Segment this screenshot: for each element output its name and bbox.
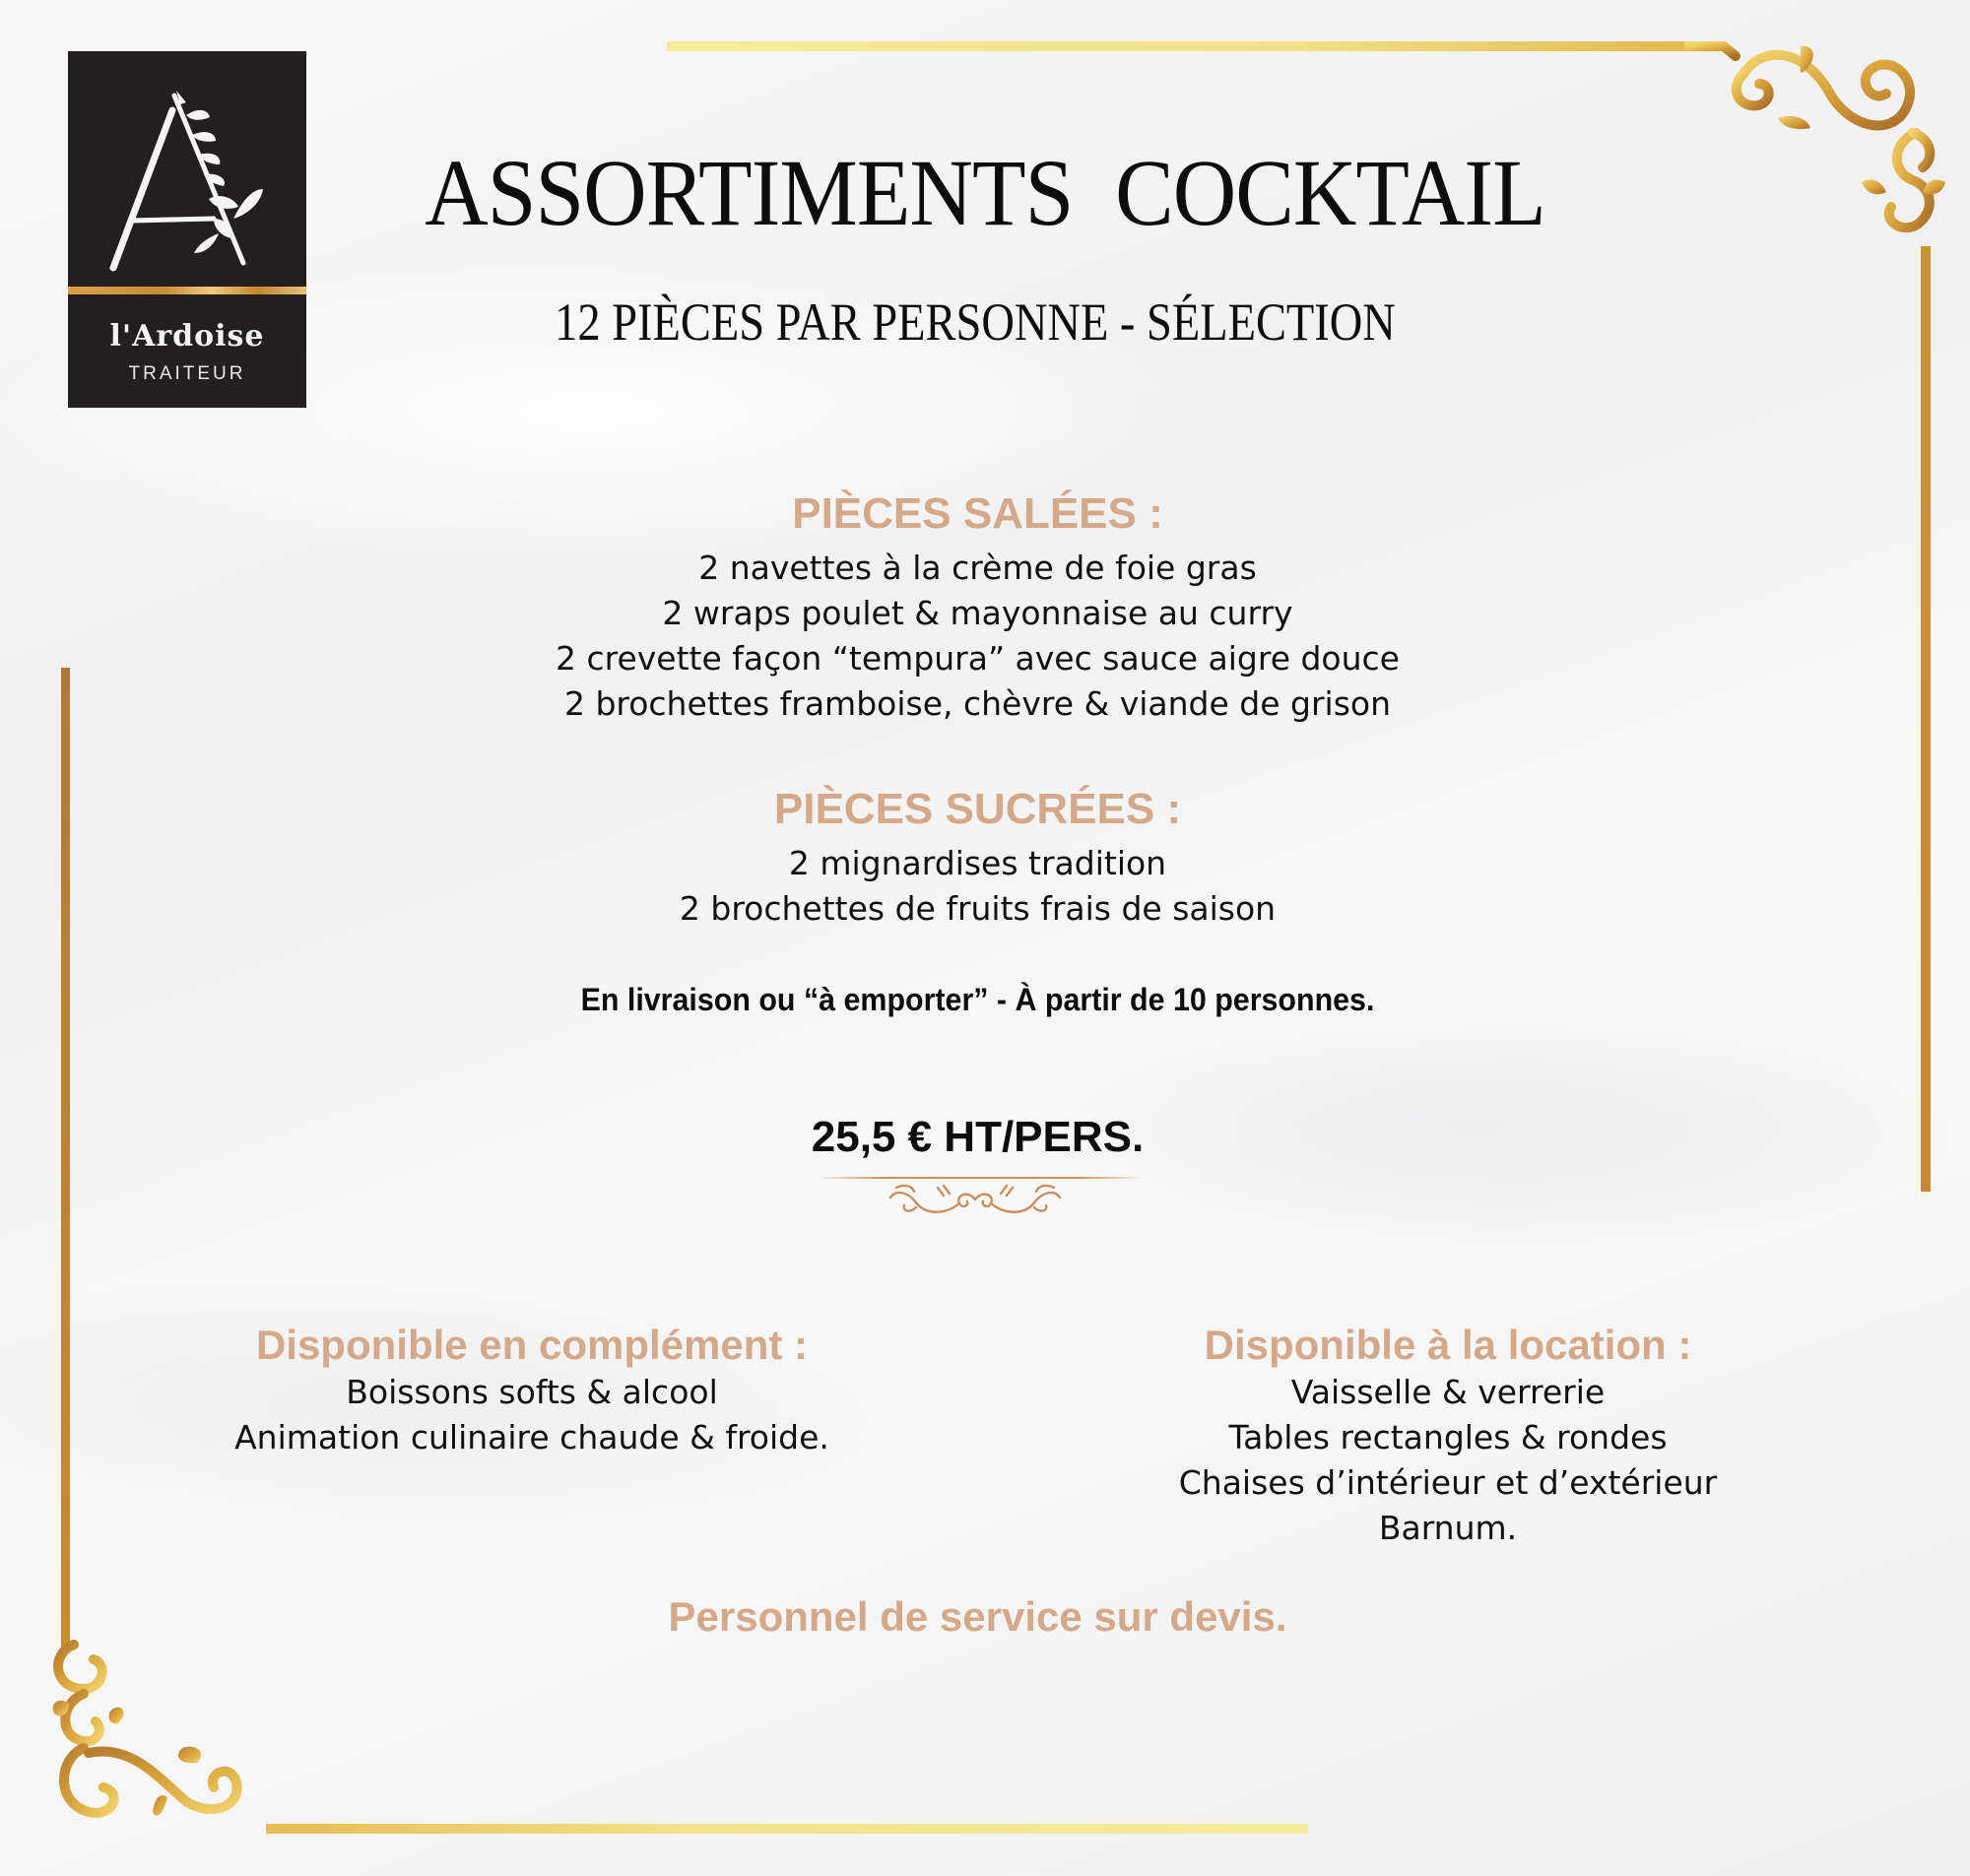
section-heading: Disponible en complément : <box>255 1322 809 1368</box>
menu-item: 2 navettes à la crème de foie gras <box>698 549 1257 587</box>
section-complement <box>197 1322 867 1460</box>
section-pieces-sucrees <box>0 785 1955 932</box>
section-heading: PIÈCES SUCRÉES : <box>773 785 1182 833</box>
brand-name: l'Ardoise <box>109 319 265 354</box>
menu-item: 2 wraps poulet & mayonnaise au curry <box>662 594 1293 632</box>
list-item: Boissons softs & alcool <box>346 1373 718 1411</box>
menu-item: 2 brochettes framboise, chèvre & viande de grison <box>563 684 1392 723</box>
list-item: Vaisselle & verrerie <box>1290 1373 1606 1411</box>
scroll-divider-icon <box>877 1180 1074 1219</box>
frame-line-bottom <box>266 1824 1308 1834</box>
brand-subtitle: TRAITEUR <box>128 363 246 384</box>
page-title: ASSORTIMENTS COCKTAIL <box>425 140 1545 245</box>
logo-gold-band <box>68 287 306 294</box>
frame-line-top <box>667 41 1711 51</box>
page-subtitle: 12 PIÈCES PAR PERSONNE - SÉLECTION <box>555 292 1396 352</box>
list-item: Tables rectangles & rondes <box>1228 1418 1668 1456</box>
menu-item: 2 crevette façon “tempura” avec sauce aigre douce <box>555 639 1400 678</box>
list-item: Animation culinaire chaude & froide. <box>234 1418 829 1456</box>
delivery-note: En livraison ou “à emporter” - À partir de 10 personnes. <box>580 982 1375 1017</box>
section-heading: PIÈCES SALÉES : <box>792 489 1163 538</box>
section-location <box>1152 1322 1743 1551</box>
price-rule <box>818 1177 1143 1179</box>
service-staff-note: Personnel de service sur devis. <box>668 1593 1287 1640</box>
section-pieces-salees <box>0 489 1955 727</box>
menu-item: 2 mignardises tradition <box>788 844 1167 882</box>
corner-flourish-bottom-left-icon <box>44 1615 276 1842</box>
section-heading: Disponible à la location : <box>1204 1322 1692 1368</box>
list-item: Barnum. <box>1378 1509 1518 1547</box>
price-per-person: 25,5 € HT/PERS. <box>811 1113 1145 1161</box>
menu-item: 2 brochettes de fruits frais de saison <box>679 889 1277 928</box>
list-item: Chaises d’intérieur et d’extérieur <box>1178 1463 1718 1502</box>
